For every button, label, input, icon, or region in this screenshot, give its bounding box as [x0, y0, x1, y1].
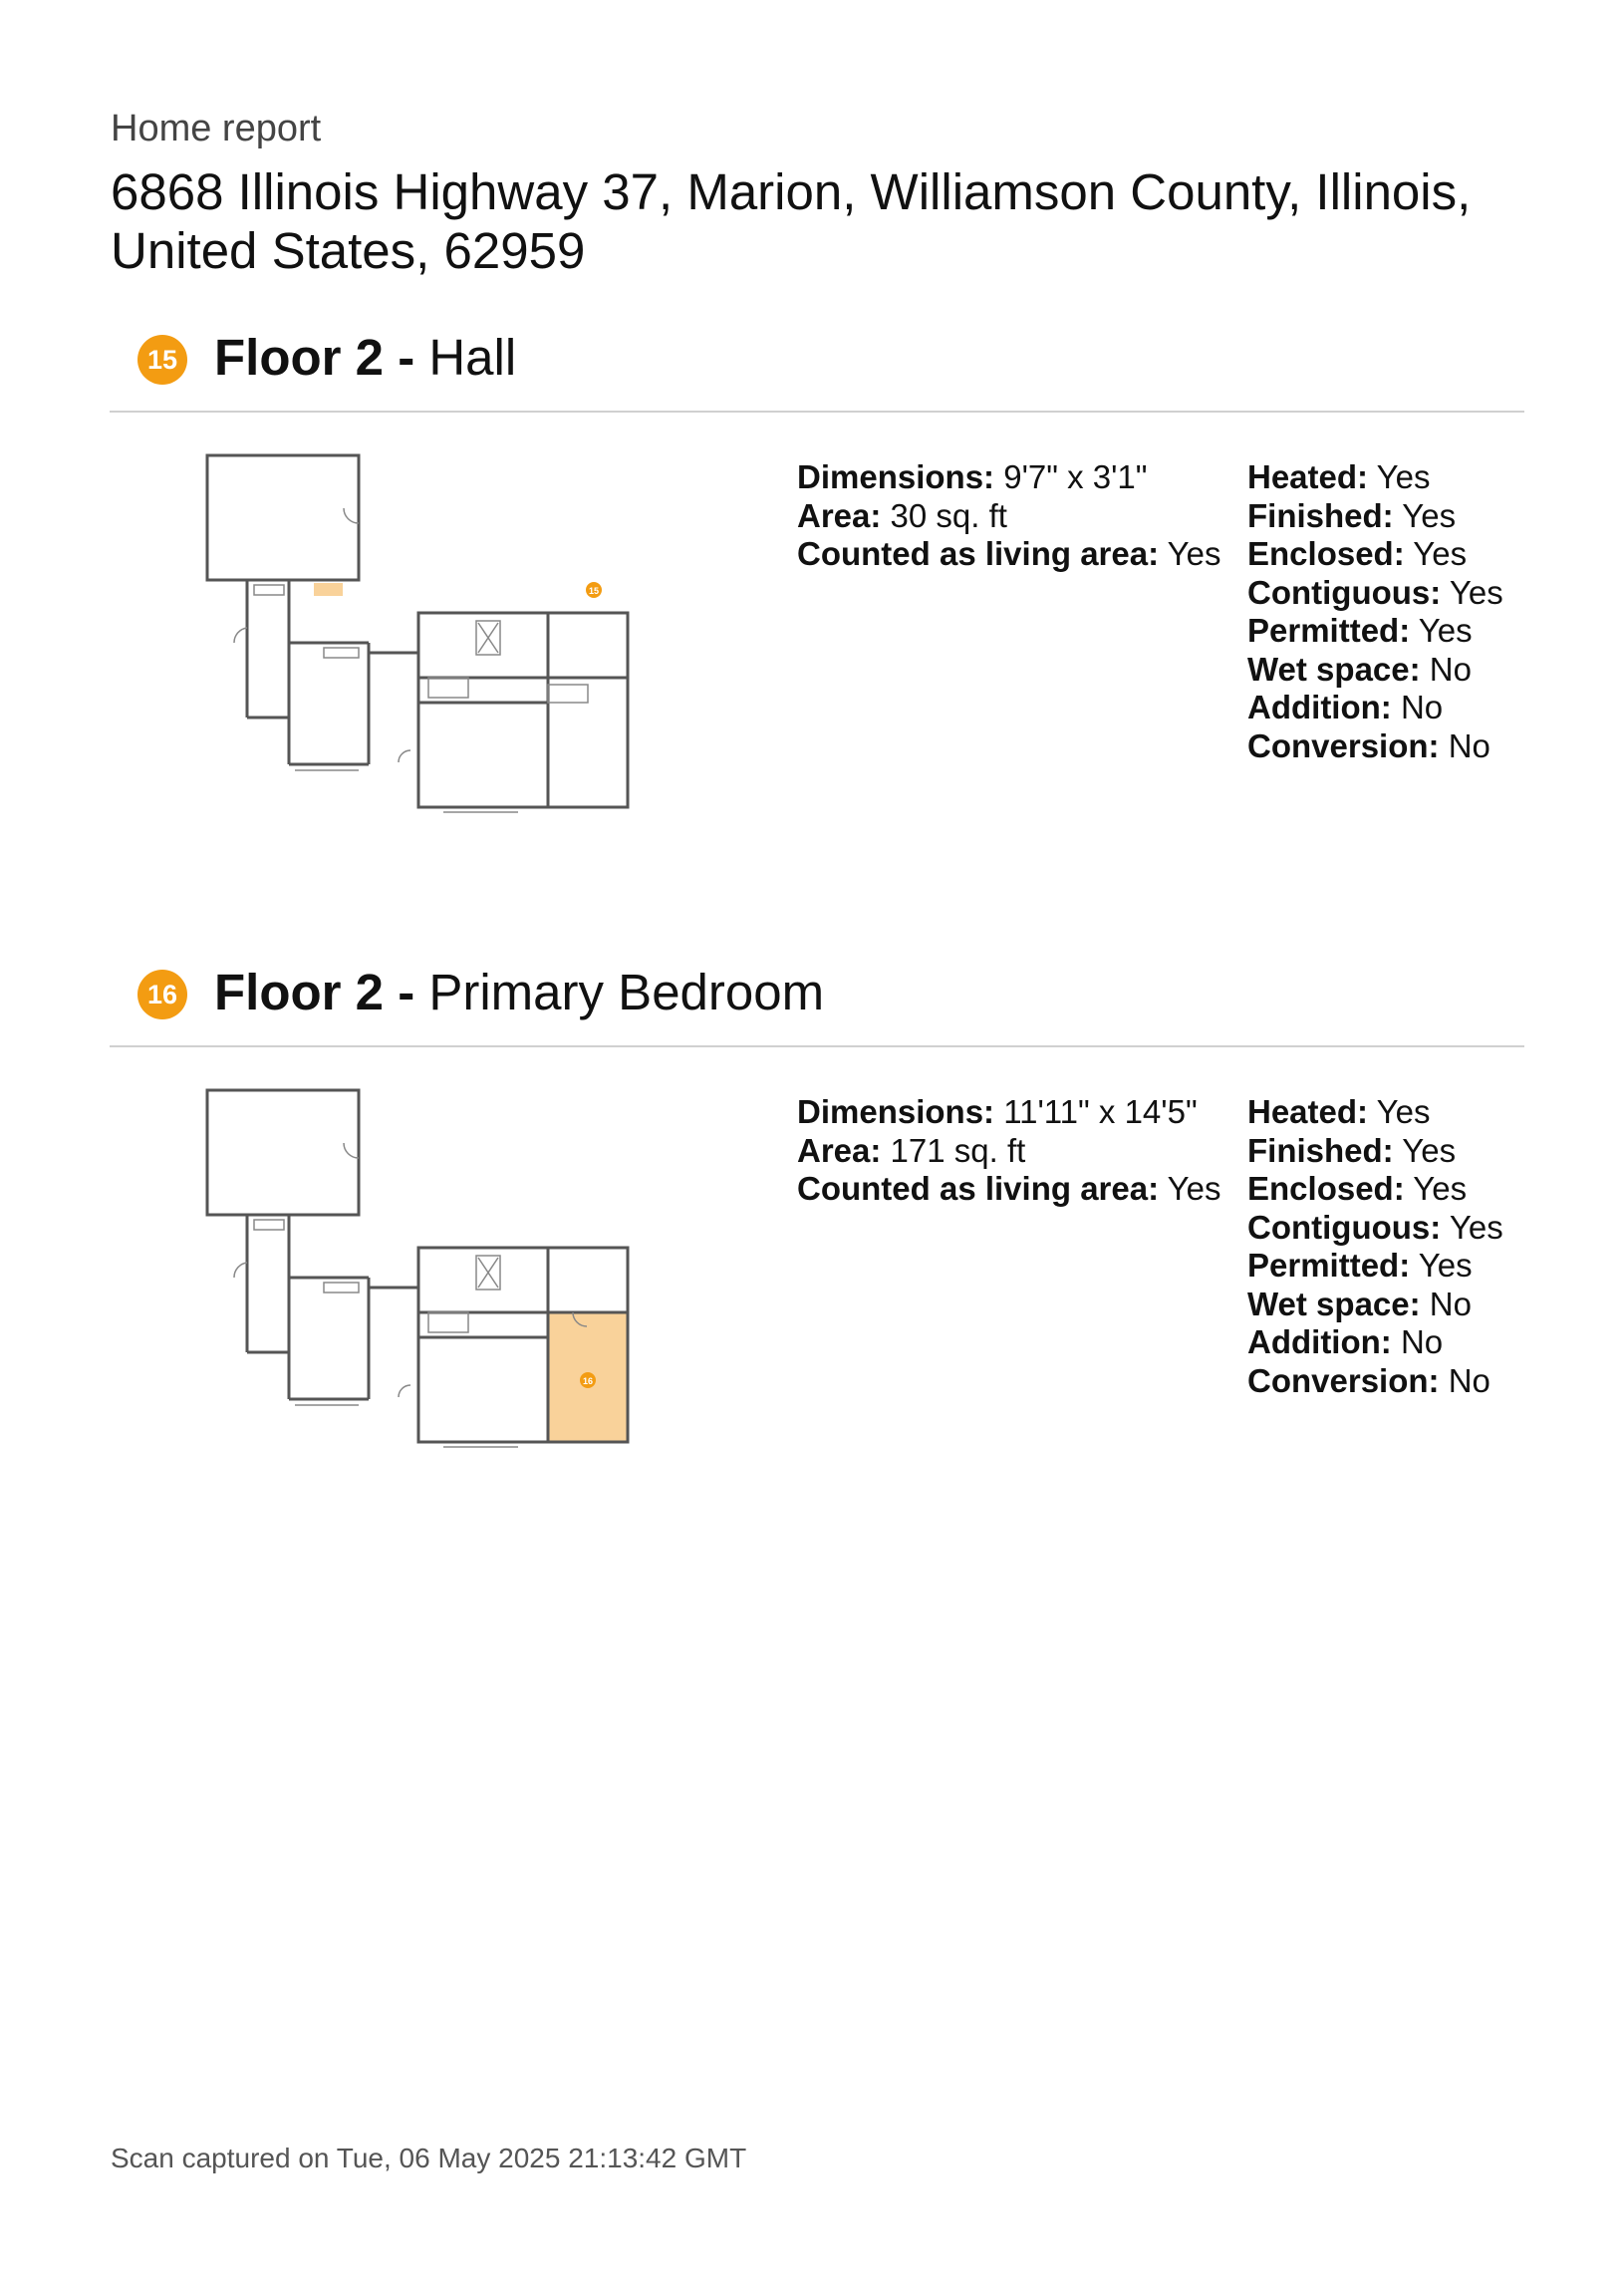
prop-row-heated	[1247, 1093, 1503, 1132]
floor-label: Floor 2	[214, 329, 385, 386]
spec-row-dimensions	[797, 1093, 1221, 1132]
scan-timestamp: Scan captured on Tue, 06 May 2025 21:13:42 GMT	[111, 2143, 747, 2173]
title-separator: -	[398, 329, 415, 386]
prop-value: Yes	[1402, 496, 1457, 534]
report-label: Home report	[111, 108, 322, 149]
prop-label: Addition:	[1247, 689, 1392, 725]
spec-value: 171 sq. ft	[890, 1131, 1026, 1169]
plan-room-marker: 15	[588, 586, 600, 596]
prop-value: Yes	[1413, 535, 1468, 572]
spec-label: Counted as living area:	[797, 1170, 1160, 1207]
prop-value: No	[1400, 689, 1444, 725]
prop-row-addition	[1247, 1323, 1503, 1362]
prop-label: Finished:	[1247, 1131, 1394, 1169]
prop-label: Addition:	[1247, 1323, 1392, 1360]
plan-room-marker: 16	[582, 1376, 594, 1386]
spec-value: 9'7" x 3'1"	[1003, 458, 1148, 495]
prop-row-enclosed	[1247, 1170, 1503, 1209]
prop-label: Enclosed:	[1247, 535, 1405, 572]
spec-value: 11'11" x 14'5"	[1003, 1093, 1198, 1130]
prop-value: No	[1429, 1285, 1472, 1322]
room-section-primary-bedroom	[110, 959, 1524, 1399]
room-header	[110, 324, 1524, 404]
prop-row-contiguous	[1247, 1209, 1503, 1248]
spec-row-area	[797, 1132, 1221, 1171]
prop-label: Permitted:	[1247, 1247, 1411, 1284]
prop-row-addition	[1247, 689, 1503, 727]
divider	[110, 1045, 1524, 1047]
title-separator: -	[398, 964, 415, 1020]
room-name: Primary Bedroom	[428, 964, 825, 1020]
room-title	[214, 328, 516, 387]
room-properties	[1247, 458, 1503, 765]
prop-value: No	[1400, 1323, 1444, 1360]
prop-label: Enclosed:	[1247, 1170, 1405, 1207]
prop-row-conversion	[1247, 727, 1503, 766]
prop-row-heated	[1247, 458, 1503, 497]
prop-label: Wet space:	[1247, 650, 1421, 688]
spec-label: Area:	[797, 496, 882, 534]
room-number-badge: 15	[137, 335, 187, 385]
spec-row-living-area	[797, 1170, 1221, 1209]
spec-row-living-area	[797, 535, 1221, 574]
prop-value: No	[1429, 650, 1472, 688]
prop-label: Finished:	[1247, 496, 1394, 534]
prop-label: Contiguous:	[1247, 573, 1442, 611]
prop-label: Permitted:	[1247, 612, 1411, 649]
prop-row-finished	[1247, 497, 1503, 536]
prop-value: Yes	[1376, 1093, 1431, 1130]
spec-row-dimensions	[797, 458, 1221, 497]
prop-label: Conversion:	[1247, 726, 1440, 764]
prop-value: Yes	[1376, 458, 1431, 495]
room-specs	[797, 458, 1221, 574]
room-section-hall	[110, 324, 1524, 764]
prop-row-enclosed	[1247, 535, 1503, 574]
prop-row-wet-space	[1247, 1286, 1503, 1324]
spec-label: Dimensions:	[797, 458, 995, 495]
room-name: Hall	[428, 329, 517, 386]
spec-label: Dimensions:	[797, 1093, 995, 1130]
room-header	[110, 959, 1524, 1038]
room-number-badge: 16	[137, 970, 187, 1019]
prop-row-wet-space	[1247, 651, 1503, 690]
prop-label: Contiguous:	[1247, 1208, 1442, 1246]
prop-row-permitted	[1247, 612, 1503, 651]
prop-row-finished	[1247, 1132, 1503, 1171]
floor-plan-image	[199, 1088, 697, 1467]
prop-value: No	[1448, 726, 1490, 764]
spec-label: Counted as living area:	[797, 535, 1160, 572]
floor-label: Floor 2	[214, 964, 385, 1020]
prop-value: Yes	[1402, 1131, 1457, 1169]
page-title-address: 6868 Illinois Highway 37, Marion, Williamson County, Illinois, United States, 62959	[111, 163, 1472, 279]
prop-value: Yes	[1413, 1170, 1468, 1207]
prop-label: Conversion:	[1247, 1361, 1440, 1399]
spec-row-area	[797, 497, 1221, 536]
room-specs	[797, 1093, 1221, 1209]
prop-value: Yes	[1449, 573, 1503, 611]
prop-row-permitted	[1247, 1247, 1503, 1286]
floor-plan-image	[199, 453, 697, 832]
prop-value: Yes	[1418, 1247, 1473, 1284]
prop-label: Wet space:	[1247, 1285, 1421, 1322]
prop-value: No	[1448, 1361, 1490, 1399]
prop-row-contiguous	[1247, 574, 1503, 613]
room-title	[214, 963, 824, 1021]
divider	[110, 411, 1524, 413]
prop-value: Yes	[1418, 612, 1473, 649]
spec-value: Yes	[1167, 535, 1221, 572]
room-properties	[1247, 1093, 1503, 1400]
prop-value: Yes	[1449, 1208, 1503, 1246]
prop-row-conversion	[1247, 1362, 1503, 1401]
spec-label: Area:	[797, 1131, 882, 1169]
prop-label: Heated:	[1247, 458, 1369, 495]
prop-label: Heated:	[1247, 1093, 1369, 1130]
spec-value: 30 sq. ft	[890, 496, 1007, 534]
spec-value: Yes	[1167, 1170, 1221, 1207]
